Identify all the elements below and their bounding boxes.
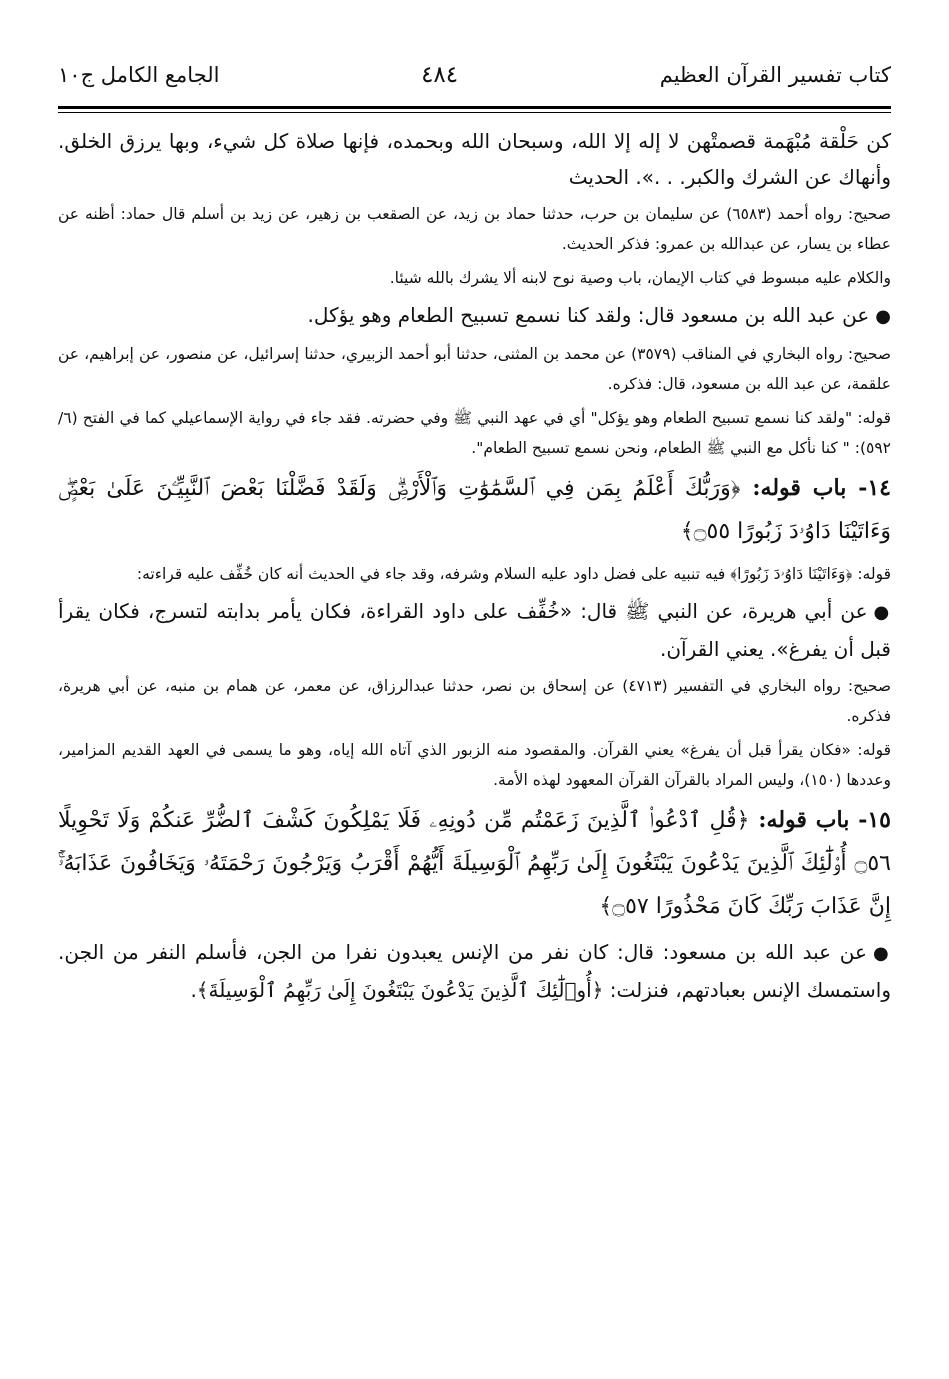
commentary-note: والكلام عليه مبسوط في كتاب الإيمان، باب وصية نوح لابنه ألا يشرك بالله شيئا.: [389, 269, 891, 287]
hadith-paragraph: [58, 297, 891, 335]
chapter-heading-15: [58, 799, 891, 928]
hadith-paragraph: [58, 593, 891, 667]
header-rule: [58, 106, 891, 113]
volume-label: الجامع الكامل ج١٠: [58, 63, 220, 87]
quran-verse: ﴿قُلِ ٱدْعُوا۟ ٱلَّذِينَ زَعَمْتُم مِّن دُونِهِۦ فَلَا يَمْلِكُونَ كَشْفَ ٱلضُّرِّ عَنكُمْ وَلَا تَحْوِيلًا ۝٥٦ أُو۟لَٰٓئِكَ ٱلَّذِينَ يَدْعُونَ يَبْتَغُونَ إِلَىٰ رَبِّهِمُ ٱلْوَسِيلَةَ أَيُّهُمْ أَقْرَبُ وَيَرْجُونَ رَحْمَتَهُۥ وَيَخَافُونَ عَذَابَهُۥٓۚ إِنَّ عَذَابَ رَبِّكَ كَانَ مَحْذُورًا ۝٥٧﴾: [58, 808, 891, 919]
hadith-text: عن أبي هريرة، عن النبي ﷺ قال: «خُفِّف على داود القراءة، فكان يأمر بدابته لتسرج، فكان يقرأ قبل أن يفرغ». يعني القرآن.: [58, 599, 891, 661]
takhrij-note: صحيح: رواه أحمد (٦٥٨٣) عن سليمان بن حرب، حدثنا حماد بن زيد، عن الصقعب بن زهير، عن زيد بن أسلم قال حماد: أظنه عن عطاء بن يسار، عن عبدالله بن عمرو: فذكر الحديث.: [58, 205, 891, 253]
takhrij-note: صحيح: رواه البخاري في المناقب (٣٥٧٩) عن محمد بن المثنى، حدثنا أبو أحمد الزبيري، حدثنا إسرائيل، عن منصور، عن إبراهيم، عن علقمة، عن عبد الله بن مسعود، قال: فذكره.: [58, 345, 891, 393]
book-title: كتاب تفسير القرآن العظيم: [659, 63, 891, 87]
commentary-note: قوله: ﴿وَءَاتَيْنَا دَاوُۥدَ زَبُورًا﴾ فيه تنبيه على فضل داود عليه السلام وشرفه، وقد جاء في الحديث أنه كان خُفِّف عليه قراءته:: [136, 565, 891, 583]
commentary-note: قوله: «فكان يقرأ قبل أن يفرغ» يعني القرآن. والمقصود منه الزبور الذي آتاه الله إياه، وهو ما يسمى في العهد القديم المزامير، وعددها (١٥٠)، وليس المراد بالقرآن القرآن المعهود لهذه الأمة.: [58, 741, 891, 789]
hadith-paragraph: [58, 934, 891, 1008]
page-header: [58, 62, 891, 106]
commentary-note: قوله: "ولقد كنا نسمع تسبيح الطعام وهو يؤكل" أي في عهد النبي ﷺ وفي حضرته. فقد جاء في رواية الإسماعيلي كما في الفتح (٦/ ٥٩٢): " كنا نأكل مع النبي ﷺ الطعام، ونحن نسمع تسبيح الطعام".: [58, 409, 891, 457]
hadith-text: عن عبد الله بن مسعود: قال: كان نفر من الإنس يعبدون نفرا من الجن، فأسلم النفر من الجن. واستمسك الإنس بعبادتهم، فنزلت: ﴿أُو۟لَٰٓئِكَ ٱلَّذِينَ يَدْعُونَ يَبْتَغُونَ إِلَىٰ رَبِّهِمُ ٱلْوَسِيلَةَ﴾.: [58, 940, 891, 1002]
takhrij-note: صحيح: رواه البخاري في التفسير (٤٧١٣) عن إسحاق بن نصر، حدثنا عبدالرزاق، عن معمر، عن همام بن منبه، عن أبي هريرة، فذكره.: [58, 677, 891, 725]
bullet-icon: ●: [873, 602, 892, 623]
chapter-label: ١٤- باب قوله:: [752, 475, 891, 501]
hadith-text-continued: كن حَلْقة مُبْهَمة قصمتْهن لا إله إلا الله، وسبحان الله وبحمده، فإنها صلاة كل شيء، وبها يرزق الخلق. وأنهاك عن الشرك والكبر. . .». الحديث: [58, 129, 891, 189]
chapter-label: ١٥- باب قوله:: [758, 807, 891, 833]
quran-verse: ﴿وَرَبُّكَ أَعْلَمُ بِمَن فِي ٱلسَّمَٰوَٰتِ وَٱلْأَرْضِۗ وَلَقَدْ فَضَّلْنَا بَعْضَ ٱلنَّبِيِّـۧنَ عَلَىٰ بَعْضٍۖ وَءَاتَيْنَا دَاوُۥدَ زَبُورًا ۝٥٥﴾: [58, 476, 891, 544]
hadith-text: عن عبد الله بن مسعود قال: ولقد كنا نسمع تسبيح الطعام وهو يؤكل.: [307, 303, 870, 327]
bullet-icon: ●: [875, 306, 891, 327]
chapter-heading-14: [58, 467, 891, 553]
bullet-icon: ●: [872, 943, 891, 964]
page-number: ٤٨٤: [421, 62, 459, 88]
